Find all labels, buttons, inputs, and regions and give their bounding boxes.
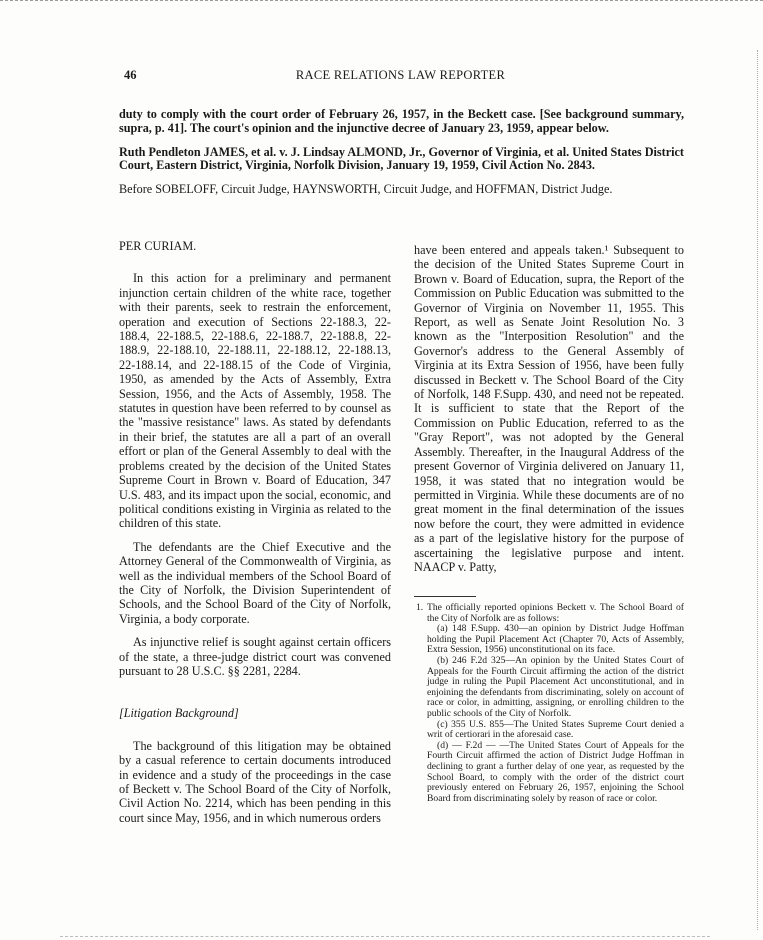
top-page-edge [0, 0, 763, 1]
footnote-lead: The officially reported opinions Beckett v. The School Board of the City of Norfolk are as follows: [427, 602, 684, 624]
paragraph: The defendants are the Chief Executive and the Attorney General of the Commonwealth of Virginia, as well as the individual members of the School Board of the City of Norfolk, the Division Superintendent of Schools, and the School Board of the City of Norfolk, Virginia, a body corporate. [119, 539, 391, 626]
left-column [119, 239, 391, 825]
right-page-edge [757, 50, 758, 930]
case-caption: Ruth Pendleton JAMES, et al. v. J. Lindsay ALMOND, Jr., Governor of Virginia, et al. United States District Court, Eastern District, Virginia, Norfolk Division, January 19, 1959, Civil Action No. 2843. [119, 144, 684, 173]
footnote-item: (d) — F.2d — —The United States Court of Appeals for the Fourth Circuit affirmed the action of District Judge Hoffman in declining to grant a further delay of one year, as requested by the School Board, to comply with the order of the district court previously entered on February 26, 1957, enjoining the School Board from discriminating solely by reason of race or color. [427, 739, 684, 804]
paragraph: The background of this litigation may be obtained by a casual reference to certain documents introduced in evidence and a study of the proceedings in the case of Beckett v. The School Board of the City of Norfolk, Civil Action No. 2214, which has been pending in this court since May, 1956, and in which numerous orders [119, 738, 391, 825]
judges-line: Before SOBELOFF, Circuit Judge, HAYNSWORTH, Circuit Judge, and HOFFMAN, District Judge. [119, 182, 613, 197]
section-heading: [Litigation Background] [119, 706, 239, 721]
footnote-rule [414, 596, 476, 597]
footnote [416, 602, 684, 804]
paragraph: In this action for a preliminary and permanent injunction certain children of the white race, together with their parents, seek to restrain the enforcement, operation and execution of Sections 22-188.3, 22-188.4, 22-188.5, 22-188.6, 22-188.7, 22-188.8, 22-188.9, 22-188.10, 22-188.11, 22-188.12, 22-188.13, 22-188.14, and 22-188.15 of the Code of Virginia, 1950, as amended by the Acts of Assembly, Extra Session, 1956, and the Acts of Assembly, 1958. The statutes in question have been referred to by counsel as the "massive resistance" laws. As stated by defendants in their brief, the statutes are all a part of an overall effort or plan of the General Assembly to deal with the problems created by the decision of the United States Supreme Court in Brown v. Board of Education, 347 U.S. 483, and its impact upon the social, economic, and political conditions existing in Virginia as related to the children of this state. [119, 271, 391, 531]
footnote-item: (c) 355 U.S. 855—The United States Supreme Court denied a writ of certiorari in the aforesaid case. [427, 718, 684, 741]
footnote-item: (a) 148 F.Supp. 430—an opinion by District Judge Hoffman holding the Pupil Placement Act (Chapter 70, Acts of Assembly, Extra Session, 1956) unconstitutional on its face. [427, 623, 684, 656]
per-curiam: PER CURIAM. [119, 239, 197, 253]
page-header [0, 68, 763, 86]
footnote-number: 1. [416, 602, 424, 613]
page-number: 46 [124, 68, 137, 82]
footnote-item: (b) 246 F.2d 325—An opinion by the United States Court of Appeals for the Fourth Circuit affirming the action of the district judge in ruling the Pupil Placement Act unconstitutional, and in enjoining the defendants from discriminating, solely on account of race or color, in admitting, assigning, or enrolling children to the public schools of the City of Norfolk. [427, 654, 684, 719]
summary-text: duty to comply with the court order of February 26, 1957, in the Beckett case. [See background summary, supra, p. 41]. The court's opinion and the injunctive decree of January 23, 1959, appear below. [119, 107, 684, 135]
running-title: RACE RELATIONS LAW REPORTER [295, 68, 506, 82]
right-column [414, 243, 684, 574]
case-intro [119, 108, 684, 207]
paragraph: As injunctive relief is sought against certain officers of the state, a three-judge district court was convened pursuant to 28 U.S.C. §§ 2281, 2284. [119, 635, 391, 678]
paragraph: have been entered and appeals taken.¹ Subsequent to the decision of the United States Supreme Court in Brown v. Board of Education, supra, the Report of the Commission on Public Education was submitted to the Governor of Virginia on November 11, 1955. This Report, as well as Senate Joint Resolution No. 3 known as the "Interposition Resolution" and the Governor's address to the General Assembly of Virginia at its Extra Session of 1956, have been fully discussed in Beckett v. The School Board of the City of Norfolk, 148 F.Supp. 430, and need not be repeated. It is sufficient to state that the Report of the Commission on Public Education, referred to as the "Gray Report", was not adopted by the General Assembly. Thereafter, in the Inaugural Address of the present Governor of Virginia delivered on January 11, 1958, it was stated that no integration would be permitted in Virginia. While these documents are of no great moment in the final determination of the issues now before the court, they were admitted in evidence as a part of the legislative history for the purpose of ascertaining the legislative purpose and intent. NAACP v. Patty, [414, 243, 684, 574]
bottom-page-edge [60, 936, 710, 937]
